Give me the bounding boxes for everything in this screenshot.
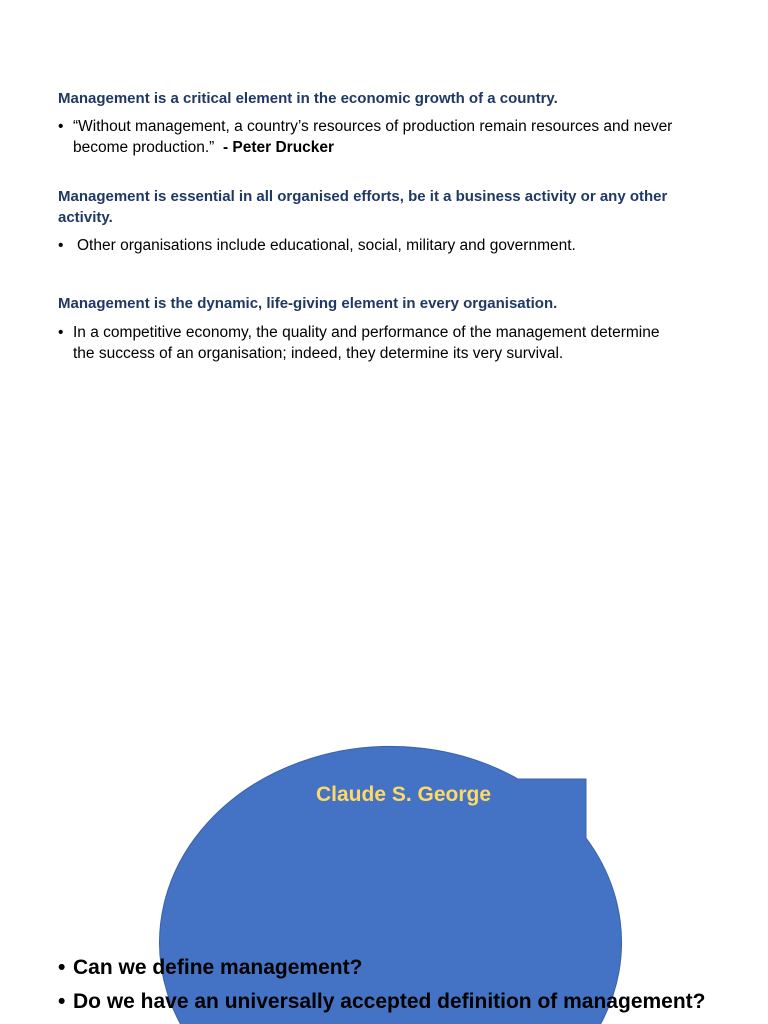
bullet-text: In a competitive economy, the quality and performance of the management determine the success of an organisation; indeed, they determine its very survival. xyxy=(73,324,660,362)
question-accepted-definition: • Do we have an universally accepted definition of management? xyxy=(58,988,738,1016)
bullet-text: Other organisations include educational, social, military and government. xyxy=(77,237,576,254)
bullet-marker: • xyxy=(58,990,66,1013)
bullet-marker: • xyxy=(58,956,66,979)
callout-quote-author: Claude S. George xyxy=(316,783,492,806)
quote-attribution: - Peter Drucker xyxy=(222,139,335,156)
bullet-marker: • xyxy=(58,324,64,341)
bullet-marker: • xyxy=(58,118,64,135)
section-heading-organised-efforts: Management is essential in all organised efforts, be it a business activity or any other activity. xyxy=(58,188,668,226)
callout-quote-text: “Management is the central core of our national as well as personal activities, and the way we manage ourselves and our institutions reflects with alarming clarity what we and our society will become.” xyxy=(182,518,554,726)
section-heading-economic-growth: Management is a critical element in the economic growth of a country. xyxy=(58,90,558,107)
bullet-marker: • xyxy=(58,237,64,254)
bullet-text: “Without management, a country’s resources of production remain resources and never become production.” xyxy=(73,118,673,156)
section-heading-dynamic-element: Management is the dynamic, life-giving element in every organisation. xyxy=(58,295,558,312)
question-define-management: • Can we define management? xyxy=(58,954,738,982)
